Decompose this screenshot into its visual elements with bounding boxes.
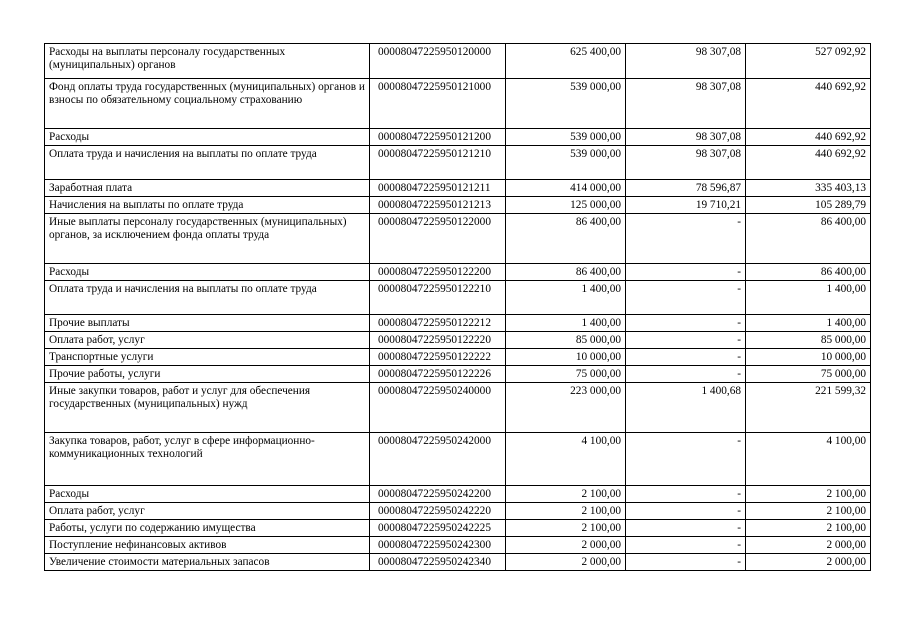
remaining-amount-cell: 1 400,00 bbox=[746, 315, 871, 332]
remaining-amount-cell: 335 403,13 bbox=[746, 180, 871, 197]
expense-name-cell: Расходы bbox=[45, 129, 370, 146]
expense-name-cell: Оплата труда и начисления на выплаты по оплате труда bbox=[45, 146, 370, 180]
budget-code-cell: 00008047225950122000 bbox=[370, 214, 506, 264]
executed-amount-cell: - bbox=[626, 214, 746, 264]
approved-amount-cell: 2 000,00 bbox=[506, 537, 626, 554]
expense-name-cell: Прочие работы, услуги bbox=[45, 366, 370, 383]
remaining-amount-cell: 440 692,92 bbox=[746, 129, 871, 146]
expense-name-cell: Расходы bbox=[45, 264, 370, 281]
table-row bbox=[45, 503, 871, 520]
table-row bbox=[45, 537, 871, 554]
executed-amount-cell: 98 307,08 bbox=[626, 129, 746, 146]
table-row bbox=[45, 214, 871, 264]
approved-amount-cell: 2 100,00 bbox=[506, 520, 626, 537]
expense-name-cell: Прочие выплаты bbox=[45, 315, 370, 332]
table-row bbox=[45, 554, 871, 571]
approved-amount-cell: 625 400,00 bbox=[506, 44, 626, 79]
remaining-amount-cell: 105 289,79 bbox=[746, 197, 871, 214]
table-row bbox=[45, 281, 871, 315]
budget-code-cell: 00008047225950122200 bbox=[370, 264, 506, 281]
remaining-amount-cell: 1 400,00 bbox=[746, 281, 871, 315]
expense-name-cell: Увеличение стоимости материальных запасов bbox=[45, 554, 370, 571]
expense-name-cell: Поступление нефинансовых активов bbox=[45, 537, 370, 554]
budget-code-cell: 00008047225950242000 bbox=[370, 433, 506, 486]
approved-amount-cell: 75 000,00 bbox=[506, 366, 626, 383]
executed-amount-cell: 78 596,87 bbox=[626, 180, 746, 197]
table-row bbox=[45, 197, 871, 214]
remaining-amount-cell: 86 400,00 bbox=[746, 214, 871, 264]
executed-amount-cell: 1 400,68 bbox=[626, 383, 746, 433]
executed-amount-cell: - bbox=[626, 486, 746, 503]
approved-amount-cell: 1 400,00 bbox=[506, 281, 626, 315]
remaining-amount-cell: 2 100,00 bbox=[746, 486, 871, 503]
table-row bbox=[45, 520, 871, 537]
remaining-amount-cell: 2 000,00 bbox=[746, 537, 871, 554]
expense-name-cell: Закупка товаров, работ, услуг в сфере информационно-коммуникационных технологий bbox=[45, 433, 370, 486]
budget-code-cell: 00008047225950121211 bbox=[370, 180, 506, 197]
remaining-amount-cell: 440 692,92 bbox=[746, 79, 871, 129]
remaining-amount-cell: 10 000,00 bbox=[746, 349, 871, 366]
expense-name-cell: Расходы bbox=[45, 486, 370, 503]
executed-amount-cell: - bbox=[626, 281, 746, 315]
expense-name-cell: Фонд оплаты труда государственных (муниципальных) органов и взносы по обязательному социальному страхованию bbox=[45, 79, 370, 129]
approved-amount-cell: 4 100,00 bbox=[506, 433, 626, 486]
remaining-amount-cell: 2 100,00 bbox=[746, 503, 871, 520]
remaining-amount-cell: 221 599,32 bbox=[746, 383, 871, 433]
budget-execution-table bbox=[44, 43, 871, 571]
table-row bbox=[45, 315, 871, 332]
executed-amount-cell: - bbox=[626, 537, 746, 554]
budget-code-cell: 00008047225950242220 bbox=[370, 503, 506, 520]
approved-amount-cell: 10 000,00 bbox=[506, 349, 626, 366]
executed-amount-cell: - bbox=[626, 315, 746, 332]
table-row bbox=[45, 366, 871, 383]
table-row bbox=[45, 383, 871, 433]
remaining-amount-cell: 86 400,00 bbox=[746, 264, 871, 281]
executed-amount-cell: - bbox=[626, 433, 746, 486]
executed-amount-cell: - bbox=[626, 366, 746, 383]
expense-name-cell: Транспортные услуги bbox=[45, 349, 370, 366]
executed-amount-cell: 98 307,08 bbox=[626, 79, 746, 129]
budget-code-cell: 00008047225950242300 bbox=[370, 537, 506, 554]
budget-code-cell: 00008047225950121000 bbox=[370, 79, 506, 129]
table-body bbox=[45, 44, 871, 571]
table-row bbox=[45, 79, 871, 129]
budget-code-cell: 00008047225950122210 bbox=[370, 281, 506, 315]
executed-amount-cell: - bbox=[626, 503, 746, 520]
budget-code-cell: 00008047225950120000 bbox=[370, 44, 506, 79]
expense-name-cell: Иные выплаты персоналу государственных (муниципальных) органов, за исключением фонда оплаты труда bbox=[45, 214, 370, 264]
remaining-amount-cell: 85 000,00 bbox=[746, 332, 871, 349]
table-row bbox=[45, 146, 871, 180]
expense-name-cell: Оплата труда и начисления на выплаты по оплате труда bbox=[45, 281, 370, 315]
expense-name-cell: Оплата работ, услуг bbox=[45, 332, 370, 349]
approved-amount-cell: 539 000,00 bbox=[506, 79, 626, 129]
budget-code-cell: 00008047225950122222 bbox=[370, 349, 506, 366]
executed-amount-cell: - bbox=[626, 332, 746, 349]
approved-amount-cell: 86 400,00 bbox=[506, 264, 626, 281]
approved-amount-cell: 125 000,00 bbox=[506, 197, 626, 214]
table-row bbox=[45, 433, 871, 486]
executed-amount-cell: - bbox=[626, 349, 746, 366]
approved-amount-cell: 539 000,00 bbox=[506, 146, 626, 180]
approved-amount-cell: 2 100,00 bbox=[506, 486, 626, 503]
remaining-amount-cell: 527 092,92 bbox=[746, 44, 871, 79]
expense-name-cell: Начисления на выплаты по оплате труда bbox=[45, 197, 370, 214]
table-row bbox=[45, 44, 871, 79]
executed-amount-cell: - bbox=[626, 520, 746, 537]
approved-amount-cell: 414 000,00 bbox=[506, 180, 626, 197]
budget-code-cell: 00008047225950121213 bbox=[370, 197, 506, 214]
table-row bbox=[45, 486, 871, 503]
table-row bbox=[45, 264, 871, 281]
expense-name-cell: Заработная плата bbox=[45, 180, 370, 197]
approved-amount-cell: 85 000,00 bbox=[506, 332, 626, 349]
executed-amount-cell: 19 710,21 bbox=[626, 197, 746, 214]
budget-code-cell: 00008047225950242225 bbox=[370, 520, 506, 537]
executed-amount-cell: - bbox=[626, 554, 746, 571]
budget-code-cell: 00008047225950122220 bbox=[370, 332, 506, 349]
approved-amount-cell: 2 000,00 bbox=[506, 554, 626, 571]
budget-code-cell: 00008047225950122212 bbox=[370, 315, 506, 332]
executed-amount-cell: 98 307,08 bbox=[626, 44, 746, 79]
table-row bbox=[45, 349, 871, 366]
table-row bbox=[45, 180, 871, 197]
expense-name-cell: Иные закупки товаров, работ и услуг для обеспечения государственных (муниципальных) нужд bbox=[45, 383, 370, 433]
remaining-amount-cell: 2 000,00 bbox=[746, 554, 871, 571]
budget-code-cell: 00008047225950121210 bbox=[370, 146, 506, 180]
budget-code-cell: 00008047225950121200 bbox=[370, 129, 506, 146]
remaining-amount-cell: 4 100,00 bbox=[746, 433, 871, 486]
approved-amount-cell: 86 400,00 bbox=[506, 214, 626, 264]
executed-amount-cell: 98 307,08 bbox=[626, 146, 746, 180]
remaining-amount-cell: 75 000,00 bbox=[746, 366, 871, 383]
budget-code-cell: 00008047225950122226 bbox=[370, 366, 506, 383]
remaining-amount-cell: 2 100,00 bbox=[746, 520, 871, 537]
budget-code-cell: 00008047225950242340 bbox=[370, 554, 506, 571]
remaining-amount-cell: 440 692,92 bbox=[746, 146, 871, 180]
expense-name-cell: Расходы на выплаты персоналу государственных (муниципальных) органов bbox=[45, 44, 370, 79]
budget-code-cell: 00008047225950240000 bbox=[370, 383, 506, 433]
table-row bbox=[45, 332, 871, 349]
expense-name-cell: Работы, услуги по содержанию имущества bbox=[45, 520, 370, 537]
approved-amount-cell: 539 000,00 bbox=[506, 129, 626, 146]
approved-amount-cell: 1 400,00 bbox=[506, 315, 626, 332]
approved-amount-cell: 223 000,00 bbox=[506, 383, 626, 433]
document-page bbox=[44, 43, 870, 571]
table-row bbox=[45, 129, 871, 146]
budget-code-cell: 00008047225950242200 bbox=[370, 486, 506, 503]
expense-name-cell: Оплата работ, услуг bbox=[45, 503, 370, 520]
executed-amount-cell: - bbox=[626, 264, 746, 281]
approved-amount-cell: 2 100,00 bbox=[506, 503, 626, 520]
